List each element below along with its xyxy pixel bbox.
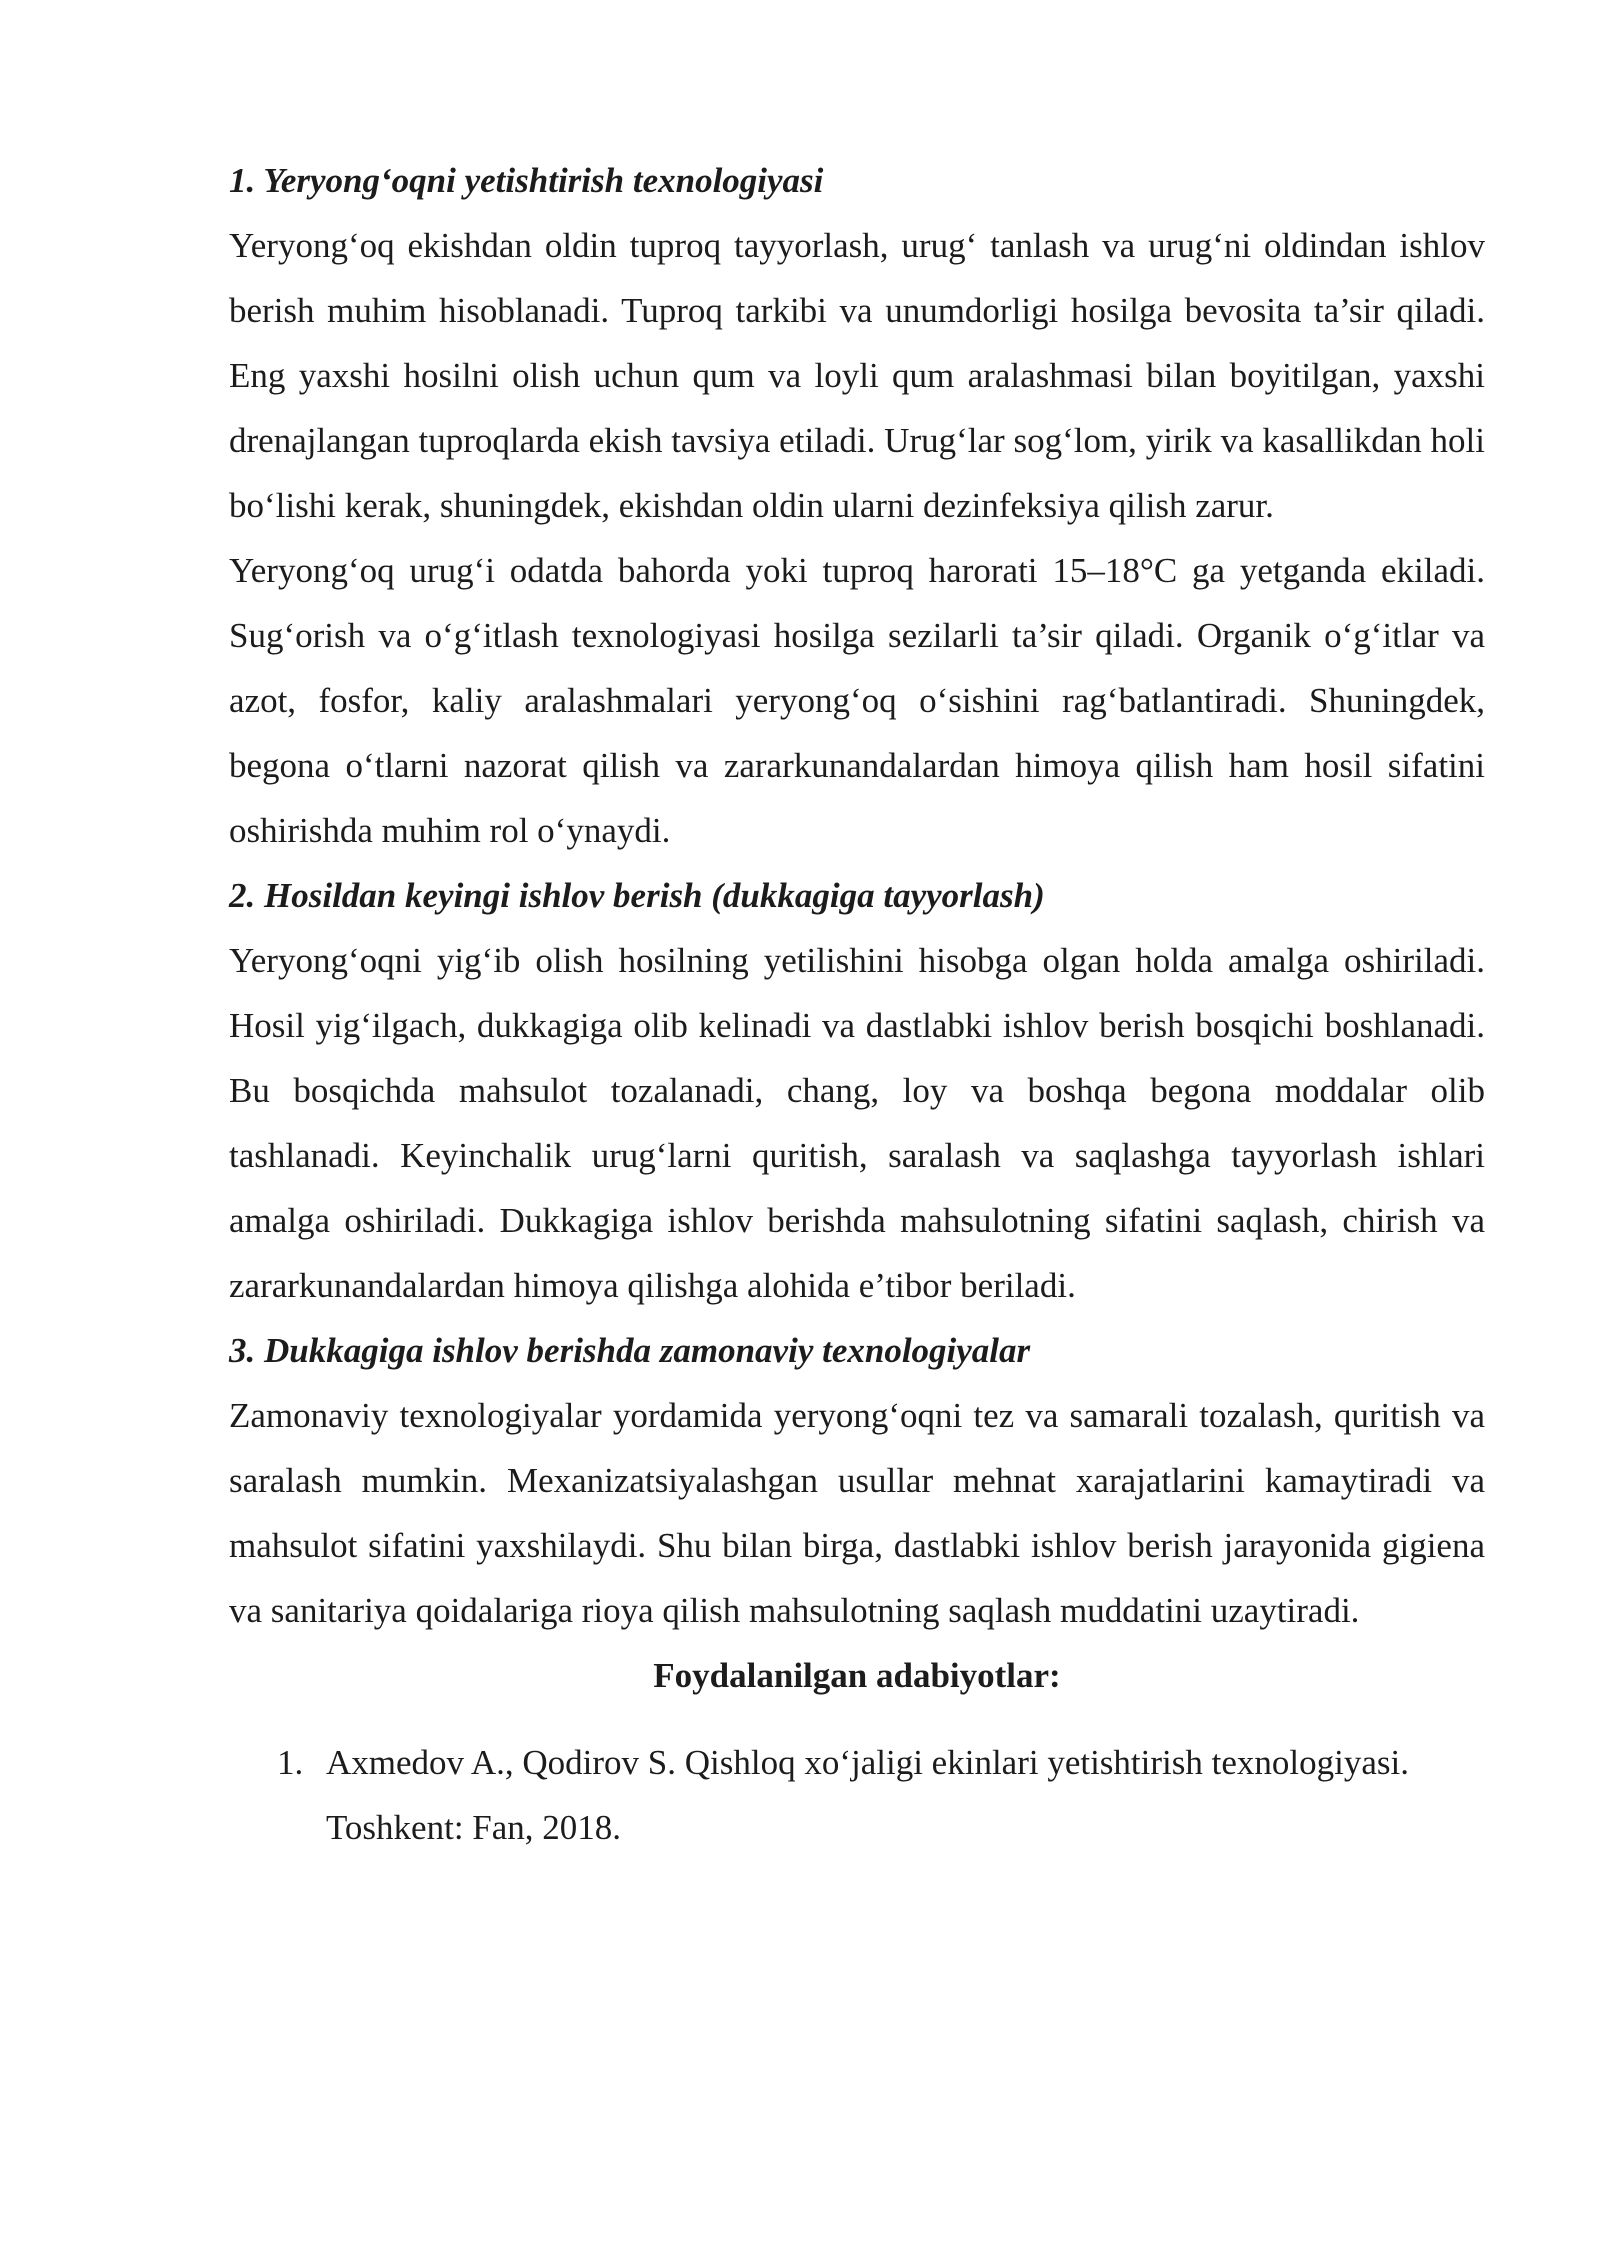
reference-number: 1. [277,1743,304,1782]
section-1-paragraph-1: Yeryong‘oq ekishdan oldin tuproq tayyorlash, urug‘ tanlash va urug‘ni oldindan ishlov berish muhim hisoblanadi. Tuproq tarkibi va unumdorligi hosilga bevosita ta’sir qiladi. Eng yaxshi hosilni olish uchun qum va loyli qum aralashmasi bilan boyitilgan, yaxshi drenajlangan tuproqlarda ekish tavsiya etiladi. Urug‘lar sog‘lom, yirik va kasallikdan holi bo‘lishi kerak, shuningdek, ekishdan oldin ularni dezinfeksiya qilish zarur. [229,226,1485,525]
section-1-paragraph-2: Yeryong‘oq urug‘i odatda bahorda yoki tuproq harorati 15–18°C ga yetganda ekiladi. Sug‘orish va o‘g‘itlash texnologiyasi hosilga sezilarli ta’sir qiladi. Organik o‘g‘itlar va azot, fosfor, kaliy aralashmalari yeryong‘oq o‘sishini rag‘batlantiradi. Shuningdek, begona o‘tlarni nazorat qilish va zararkunandalardan himoya qilish ham hosil sifatini oshirishda muhim rol o‘ynaydi. [229,551,1485,850]
reference-item [229,1730,1496,1860]
section-3-heading: 3. Dukkagiga ishlov berishda zamonaviy texnologiyalar [229,1331,1031,1370]
section-2-heading: 2. Hosildan keyingi ishlov berish (dukkagiga tayyorlash) [229,876,1045,915]
references-title: Foydalanilgan adabiyotlar: [653,1656,1061,1695]
reference-text: Axmedov A., Qodirov S. Qishloq xo‘jaligi ekinlari yetishtirish texnologiyasi. Toshkent: Fan, 2018. [326,1743,1409,1847]
section-2-paragraph-1: Yeryong‘oqni yig‘ib olish hosilning yetilishini hisobga olgan holda amalga oshiriladi. Hosil yig‘ilgach, dukkagiga olib kelinadi va dastlabki ishlov berish bosqichi boshlanadi. Bu bosqichda mahsulot tozalanadi, chang, loy va boshqa begona moddalar olib tashlanadi. Keyinchalik urug‘larni quritish, saralash va saqlashga tayyorlash ishlari amalga oshiriladi. Dukkagiga ishlov berishda mahsulotning sifatini saqlash, chirish va zararkunandalardan himoya qilishga alohida e’tibor beriladi. [229,941,1485,1305]
section-1-heading: 1. Yeryong‘oqni yetishtirish texnologiyasi [229,161,824,200]
document-page [229,148,1485,1860]
section-3-paragraph-1: Zamonaviy texnologiyalar yordamida yeryong‘oqni tez va samarali tozalash, quritish va saralash mumkin. Mexanizatsiyalashgan usullar mehnat xarajatlarini kamaytiradi va mahsulot sifatini yaxshilaydi. Shu bilan birga, dastlabki ishlov berish jarayonida gigiena va sanitariya qoidalariga rioya qilish mahsulotning saqlash muddatini uzaytiradi. [229,1396,1485,1630]
references-list [229,1730,1485,1860]
